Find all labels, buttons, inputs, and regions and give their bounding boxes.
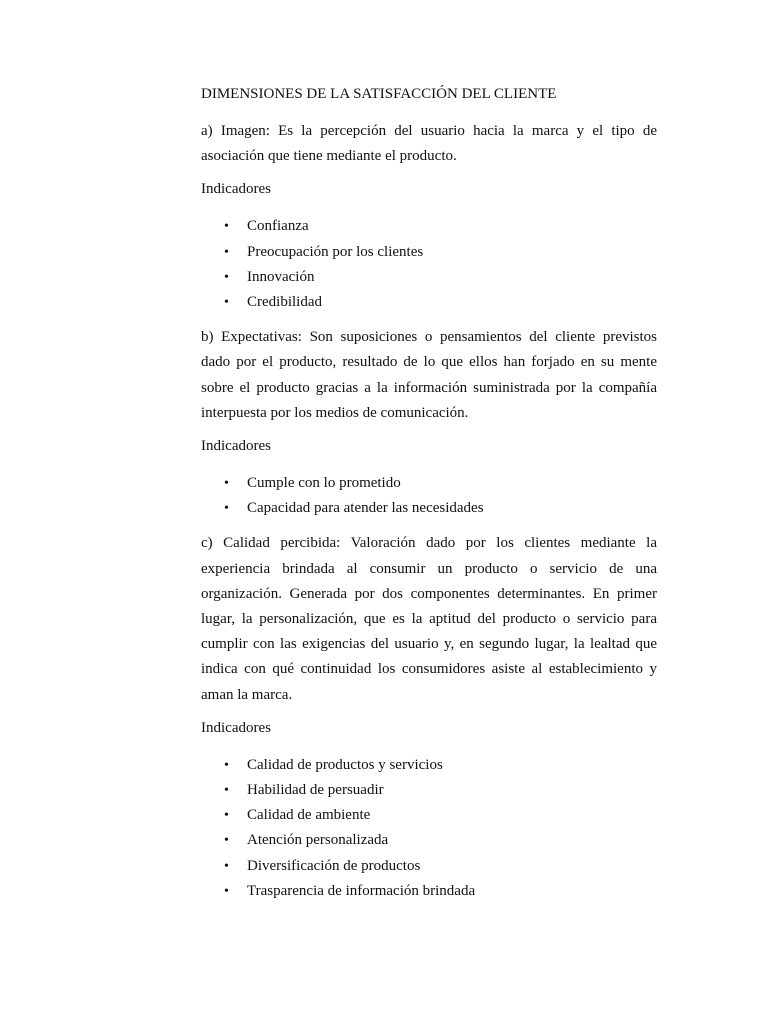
bullet-icon: • <box>224 294 229 310</box>
list-item <box>201 496 657 521</box>
list-item-label: Capacidad para atender las necesidades <box>247 500 484 517</box>
list-item-label: Habilidad de persuadir <box>247 781 384 798</box>
section-calidad-percibida-indicators-label: Indicadores <box>201 719 271 736</box>
list-item-label: Credibilidad <box>247 293 322 310</box>
list-item <box>201 214 657 239</box>
list-item <box>201 240 657 265</box>
bullet-icon: • <box>224 219 229 235</box>
bullet-icon: • <box>224 833 229 849</box>
bullet-icon: • <box>224 269 229 285</box>
list-item-label: Innovación <box>247 268 315 285</box>
section-calidad-percibida-indicators-list <box>201 753 657 904</box>
list-item-label: Diversificación de productos <box>247 857 421 874</box>
bullet-icon: • <box>224 757 229 773</box>
list-item <box>201 778 657 803</box>
list-item <box>201 803 657 828</box>
section-expectativas-indicators-list <box>201 471 657 521</box>
section-imagen-indicators-list <box>201 214 657 315</box>
section-calidad-percibida-text: c) Calidad percibida: Valoración dado por los clientes mediante la experiencia brindada al consumir un producto o servicio de una organización. Generada por dos componentes determinantes. En primer lugar, la personalización, que es la aptitud del producto o servicio para cumplir con las exigencias del usuario y, en segundo lugar, la lealtad que indica con qué continuidad los consumidores asiste al establecimiento y aman la marca. <box>201 535 657 703</box>
bullet-icon: • <box>224 501 229 517</box>
list-item-label: Calidad de ambiente <box>247 807 371 824</box>
list-item-label: Cumple con lo prometido <box>247 474 401 491</box>
bullet-icon: • <box>224 883 229 899</box>
list-item <box>201 290 657 315</box>
list-item <box>201 471 657 496</box>
list-item-label: Atención personalizada <box>247 832 389 849</box>
list-item <box>201 753 657 778</box>
list-item <box>201 265 657 290</box>
list-item-label: Trasparencia de información brindada <box>247 882 476 899</box>
bullet-icon: • <box>224 858 229 874</box>
section-imagen-indicators-label: Indicadores <box>201 181 271 198</box>
list-item-label: Calidad de productos y servicios <box>247 756 443 773</box>
list-item-label: Preocupación por los clientes <box>247 243 424 260</box>
document-title: DIMENSIONES DE LA SATISFACCIÓN DEL CLIENTE <box>201 86 557 102</box>
bullet-icon: • <box>224 782 229 798</box>
list-item <box>201 828 657 853</box>
bullet-icon: • <box>224 475 229 491</box>
section-imagen-text: a) Imagen: Es la percepción del usuario hacia la marca y el tipo de asociación que tiene mediante el producto. <box>201 123 657 165</box>
list-item <box>201 854 657 879</box>
document-body <box>201 84 657 914</box>
bullet-icon: • <box>224 244 229 260</box>
section-expectativas-text: b) Expectativas: Son suposiciones o pensamientos del cliente previstos dado por el producto, resultado de lo que ellos han forjado en su mente sobre el producto gracias a la información suministrada por la compañía interpuesta por los medios de comunicación. <box>201 329 657 421</box>
bullet-icon: • <box>224 808 229 824</box>
section-expectativas-indicators-label: Indicadores <box>201 437 271 454</box>
list-item <box>201 879 657 904</box>
list-item-label: Confianza <box>247 218 309 235</box>
